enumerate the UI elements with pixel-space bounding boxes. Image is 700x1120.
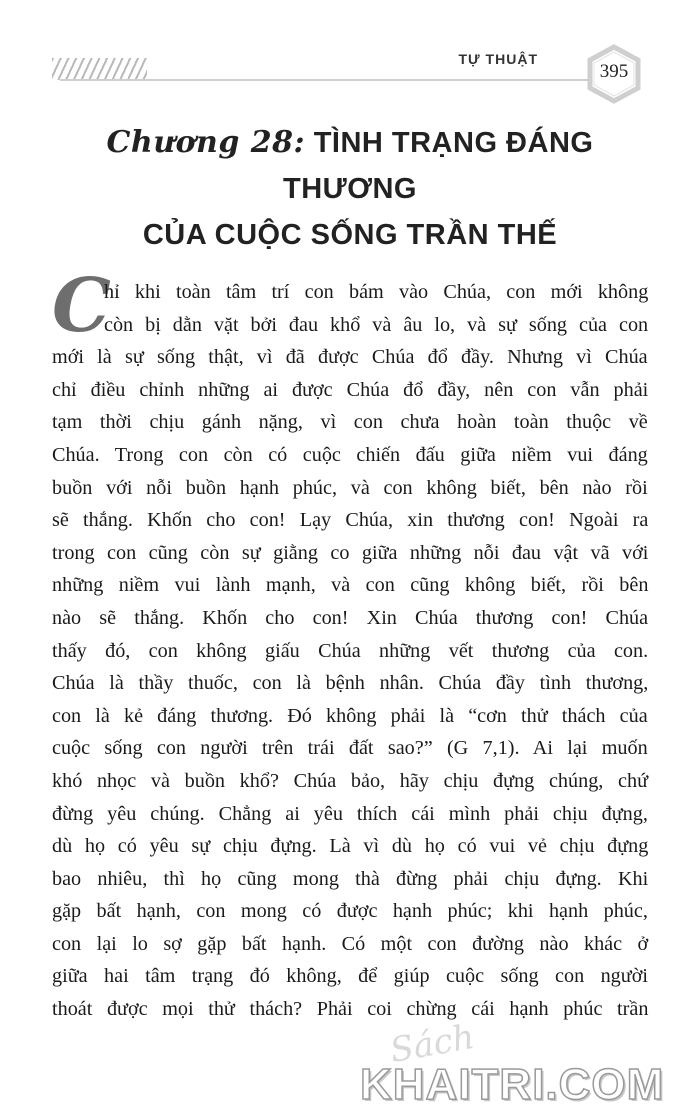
text-line: những niềm vui lành mạnh, và con cũng không biết, rồi bên — [52, 574, 649, 597]
text-line: Chúa. Trong con còn có cuộc chiến đấu giữa niềm vui đáng — [52, 443, 648, 466]
drop-cap: C — [52, 263, 111, 349]
text-line: sẽ thắng. Khốn cho con! Lạy Chúa, xin thương con! Ngoài ra — [52, 509, 649, 532]
text-line: gặp bất hạnh, con mong có được hạnh phúc; khi hạnh phúc, — [52, 900, 648, 923]
running-head: TỰ THUẬT — [458, 51, 538, 67]
text-line: thoát được mọi thử thách? Phải coi chừng cái hạnh phúc trần — [52, 998, 649, 1021]
text-line: giữa hai tâm trạng đó không, để giúp cuộc sống con người — [52, 965, 648, 988]
text-line: cuộc sống con người trên trái đất sao?” (G 7,1). Ai lại muốn — [52, 737, 648, 760]
text-line: thấy đó, con không giấu Chúa những vết thương của con. — [52, 639, 649, 662]
text-line: con lại lo sợ gặp bất hạnh. Có một con đường nào khác ở — [52, 932, 649, 955]
text-line: tạm thời chịu gánh nặng, vì con chưa hoàn toàn thuộc về — [52, 411, 648, 434]
text-line: con là kẻ đáng thương. Đó không phải là “cơn thử thách của — [52, 704, 648, 727]
text-line: bao nhiêu, thì họ cũng mong thà đừng phải chịu đựng. Khi — [52, 867, 649, 890]
text-line: Chúa là thầy thuốc, con là bệnh nhân. Chúa đầy tình thương, — [52, 672, 649, 695]
chapter-title-line-2: CỦA CUỘC SỐNG TRẦN THẾ — [142, 219, 558, 251]
header-rule — [60, 79, 590, 81]
chapter-label: Chương 28: — [106, 125, 306, 160]
text-line: mới là sự sống thật, vì đã được Chúa đổ đầy. Nhưng vì Chúa — [52, 346, 648, 369]
text-line: còn bị dằn vặt bởi đau khổ và âu lo, và sự sống của con — [104, 313, 649, 336]
body-paragraph — [52, 276, 648, 1026]
text-line: hỉ khi toàn tâm trí con bám vào Chúa, con mới không — [104, 281, 649, 303]
chapter-title-line-1 — [40, 120, 660, 212]
chapter-title-line-1-text: TÌNH TRẠNG ĐÁNG THƯƠNG — [283, 127, 594, 205]
header-hatch-ornament — [52, 58, 147, 80]
chapter-title — [40, 120, 660, 258]
text-line: khó nhọc và buồn khổ? Chúa bảo, hãy chịu đựng chúng, chứ — [52, 769, 649, 792]
page-number-badge — [584, 44, 644, 104]
watermark-logo — [360, 1016, 690, 1117]
page-header — [0, 0, 700, 110]
watermark-brand: KHAITRI.COM — [360, 1060, 665, 1109]
text-line: nào sẽ thắng. Khốn cho con! Xin Chúa thương con! Chúa — [52, 606, 649, 629]
page-number: 395 — [599, 61, 629, 82]
text-line: trong con cũng còn sự giằng co giữa những nỗi đau vật vã với — [52, 541, 649, 564]
text-line: dù họ có yêu sự chịu đựng. Là vì dù họ có vui vẻ chịu đựng — [52, 835, 649, 858]
text-line: đừng yêu chúng. Chẳng ai yêu thích cái mình phải chịu đựng, — [52, 802, 648, 825]
text-line: chỉ điều chỉnh những ai được Chúa đổ đầy, nên con vẫn phải — [52, 378, 649, 401]
text-line: buồn với nỗi buồn hạnh phúc, và con không biết, bên nào rồi — [52, 476, 648, 499]
watermark-script: Sách — [387, 1016, 478, 1072]
